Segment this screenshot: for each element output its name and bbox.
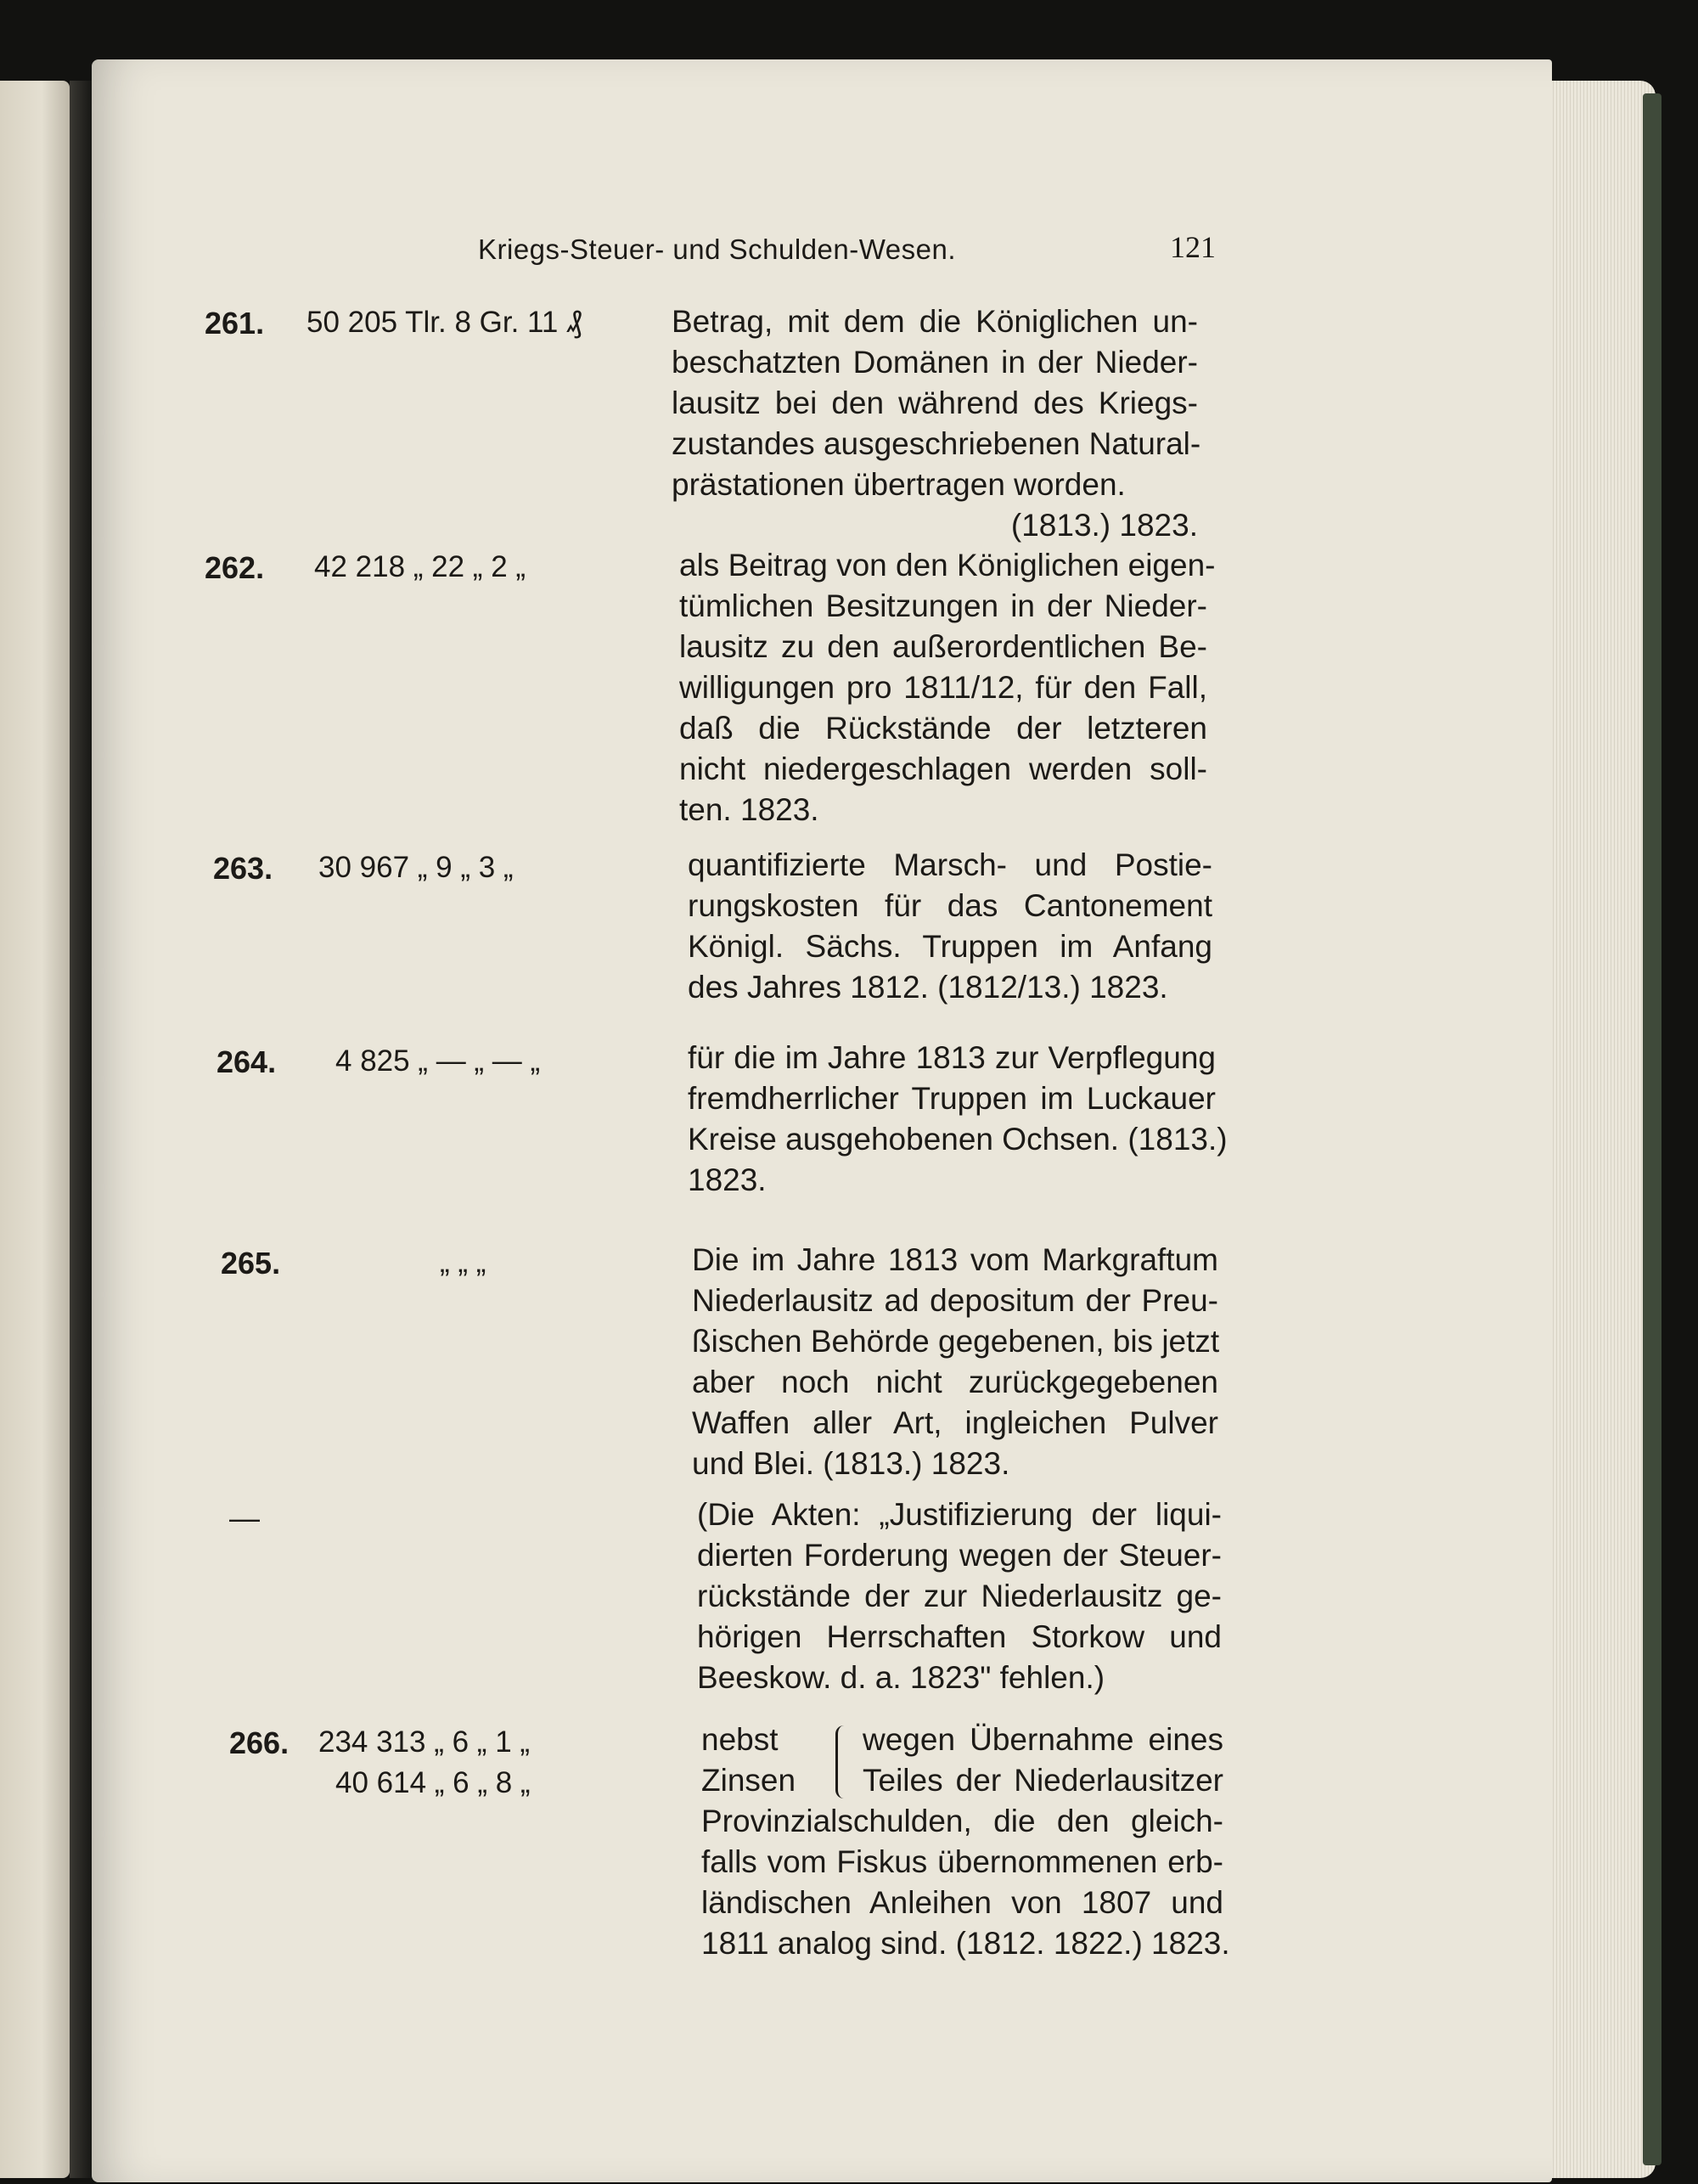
text-line: prästationen übertragen worden. — [672, 467, 1126, 502]
text-line: lausitz bei den während des Kriegs- — [672, 386, 1198, 420]
entry-amount: „ „ „ — [440, 1246, 486, 1279]
entry-number: 266. — [229, 1725, 290, 1760]
entry-amount: 30 967 „ 9 „ 3 „ — [318, 851, 514, 884]
text-line: tümlichen Besitzungen in der Nieder- — [679, 588, 1207, 623]
page-block-edge — [1537, 81, 1656, 2178]
text-line: für die im Jahre 1813 zur Verpflegung — [688, 1040, 1216, 1075]
text-line: Zinsen — [701, 1763, 796, 1798]
entry-amount: 234 313 „ 6 „ 1 „ — [318, 1725, 531, 1759]
page-number: 121 — [1170, 230, 1216, 264]
entry-text — [692, 1240, 1218, 1484]
entry-text — [697, 1494, 1222, 1698]
text-line: fremdherrlicher Truppen im Luckauer — [688, 1081, 1216, 1116]
text-line: Niederlausitz ad depositum der Preu- — [692, 1283, 1218, 1318]
text-line: lausitz zu den außerordentlichen Be- — [679, 629, 1207, 664]
text-line: als Beitrag von den Königlichen eigen- — [679, 548, 1216, 583]
text-line: zustandes ausgeschriebenen Natural- — [672, 426, 1201, 461]
text-line: falls vom Fiskus übernommenen erb- — [701, 1844, 1223, 1879]
text-line: Die im Jahre 1813 vom Markgraftum — [692, 1242, 1218, 1277]
entry-date: (1813.) 1823. — [1010, 508, 1198, 543]
text-line: des Jahres 1812. (1812/13.) 1823. — [688, 970, 1168, 1005]
text-line: Betrag, mit dem die Königlichen un- — [672, 304, 1198, 339]
text-line: 1823. — [688, 1162, 767, 1197]
text-line: und Blei. (1813.) 1823. — [692, 1446, 1010, 1481]
text-line: ländischen Anleihen von 1807 und — [701, 1885, 1223, 1920]
text-line: ßischen Behörde gegebenen, bis jetzt — [692, 1324, 1220, 1359]
text-line: ten. 1823. — [679, 792, 819, 827]
text-line: daß die Rückstände der letzteren — [679, 711, 1207, 746]
text-line: wegen Übernahme eines — [863, 1722, 1223, 1757]
text-line: rückstände der zur Niederlausitz ge- — [697, 1579, 1222, 1613]
entry-text — [701, 1801, 1230, 1964]
entry-amount: 50 205 Tlr. 8 Gr. 11 ₰ — [306, 306, 582, 339]
text-line: hörigen Herrschaften Storkow und — [697, 1619, 1222, 1654]
entry-text — [688, 845, 1212, 1008]
brace-left-words — [701, 1720, 796, 1801]
text-line: (Die Akten: „Justifizierung der liqui- — [697, 1497, 1222, 1532]
text-line: Waffen aller Art, ingleichen Pulver — [692, 1405, 1218, 1440]
text-line: 1811 analog sind. (1812. 1822.) 1823. — [701, 1926, 1230, 1961]
entry-amount: 40 614 „ 6 „ 8 „ — [335, 1766, 531, 1799]
brace-mark — [835, 1725, 850, 1798]
text-line: Provinzialschulden, die den gleich- — [701, 1804, 1223, 1838]
text-line: aber noch nicht zurückgegebenen — [692, 1365, 1218, 1399]
text-line: beschatzten Domänen in der Nieder- — [672, 345, 1198, 380]
text-line: nicht niedergeschlagen werden soll- — [679, 751, 1207, 786]
text-line: Teiles der Niederlausitzer — [863, 1763, 1223, 1798]
text-line: willigungen pro 1811/12, für den Fall, — [679, 670, 1207, 705]
text-line: dierten Forderung wegen der Steuer- — [697, 1538, 1222, 1573]
entry-number: 262. — [205, 550, 265, 585]
text-line: Kreise ausgehobenen Ochsen. (1813.) — [688, 1122, 1228, 1157]
entry-text — [688, 1038, 1228, 1201]
entry-number: 263. — [213, 851, 273, 886]
text-line: quantifizierte Marsch- und Postie- — [688, 847, 1212, 882]
brace-right-words — [863, 1720, 1223, 1801]
book-page — [92, 59, 1552, 2182]
running-head: Kriegs-Steuer- und Schulden-Wesen. — [478, 234, 957, 265]
entry-dash: — — [229, 1500, 260, 1535]
entry-amount: 4 825 „ — „ — „ — [335, 1044, 541, 1078]
entry-text — [672, 301, 1201, 546]
text-line: Beeskow. d. a. 1823" fehlen.) — [697, 1660, 1105, 1695]
text-line: Königl. Sächs. Truppen im Anfang — [688, 929, 1212, 964]
entry-number: 265. — [221, 1246, 281, 1281]
entry-number: 261. — [205, 306, 265, 341]
book-cover-edge — [1643, 93, 1661, 2165]
left-page-edge — [0, 81, 70, 2178]
text-line: nebst — [701, 1722, 779, 1757]
text-line: rungskosten für das Cantonement — [688, 888, 1212, 923]
entry-number: 264. — [216, 1044, 277, 1079]
entry-amount: 42 218 „ 22 „ 2 „ — [314, 550, 526, 583]
entry-text — [679, 545, 1216, 830]
